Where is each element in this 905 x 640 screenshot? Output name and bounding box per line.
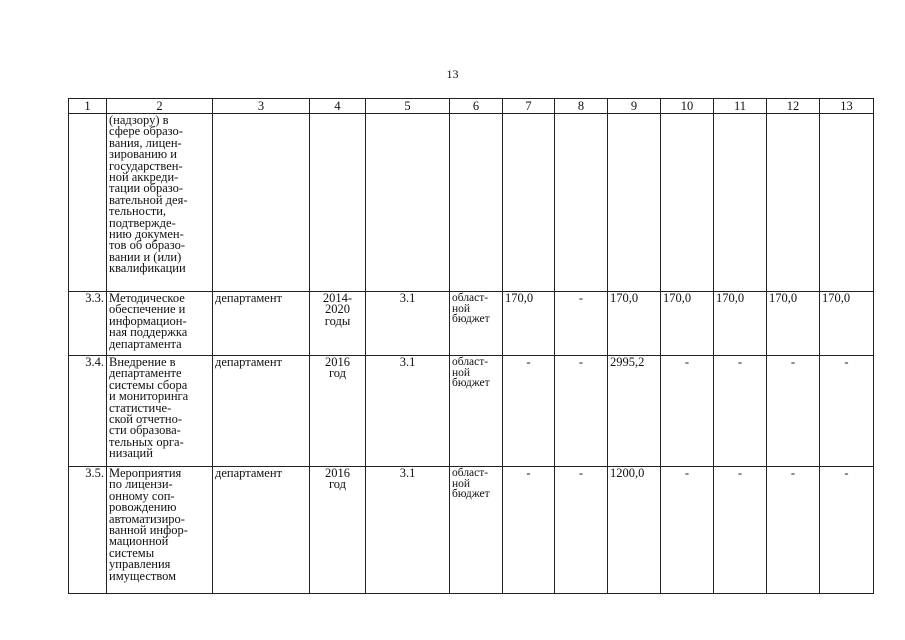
value-col7: - <box>503 467 555 594</box>
value-col7 <box>503 114 555 292</box>
column-number: 4 <box>310 99 366 114</box>
period: 2016 год <box>310 467 366 594</box>
value-col9: 1200,0 <box>608 467 661 594</box>
value-col7: 170,0 <box>503 292 555 356</box>
value-col8: - <box>555 356 608 467</box>
value-col11: - <box>714 356 767 467</box>
period: 2016 год <box>310 356 366 467</box>
column-number: 5 <box>366 99 450 114</box>
activity-name: Внедрение в департаменте системы сбора и мониторинга статистиче- ской отчетно- сти образова- тельных орга- низаций <box>107 356 213 467</box>
value-col13: - <box>820 467 874 594</box>
period <box>310 114 366 292</box>
value-col12: 170,0 <box>767 292 820 356</box>
value-col8: - <box>555 292 608 356</box>
executor: департамент <box>213 467 310 594</box>
column-number-row <box>69 99 874 114</box>
column-number: 1 <box>69 99 107 114</box>
table-row <box>69 467 874 594</box>
value-col7: - <box>503 356 555 467</box>
funding-source: област- ной бюджет <box>450 356 503 467</box>
value-col11: 170,0 <box>714 292 767 356</box>
value-col13 <box>820 114 874 292</box>
value-col11 <box>714 114 767 292</box>
value-col13: - <box>820 356 874 467</box>
table-row <box>69 292 874 356</box>
activity-name: Мероприятия по лицензи- онному соп- ровождению автоматизиро- ванной инфор- мационной системы управления имуществом <box>107 467 213 594</box>
value-col10: - <box>661 467 714 594</box>
value-col10: - <box>661 356 714 467</box>
program-activities-table <box>68 98 874 594</box>
value-col10: 170,0 <box>661 292 714 356</box>
period: 2014- 2020 годы <box>310 292 366 356</box>
value-col12: - <box>767 356 820 467</box>
executor <box>213 114 310 292</box>
column-number: 13 <box>820 99 874 114</box>
code: 3.1 <box>366 356 450 467</box>
column-number: 2 <box>107 99 213 114</box>
funding-source: област- ной бюджет <box>450 467 503 594</box>
value-col8: - <box>555 467 608 594</box>
row-number: 3.4. <box>69 356 107 467</box>
table-row <box>69 114 874 292</box>
activity-name: Методическое обеспечение и информацион- ная поддержка департамента <box>107 292 213 356</box>
column-number: 12 <box>767 99 820 114</box>
value-col11: - <box>714 467 767 594</box>
row-number: 3.3. <box>69 292 107 356</box>
table-row <box>69 356 874 467</box>
funding-source: област- ной бюджет <box>450 292 503 356</box>
column-number: 3 <box>213 99 310 114</box>
row-number: 3.5. <box>69 467 107 594</box>
activity-name: (надзору) в сфере образо- вания, лицен- зированию и государствен- ной аккреди- тации образо- вательной дея- тельности, подтвержде- нию докумен- тов об образо- вании и (или) квалификации <box>107 114 213 292</box>
executor: департамент <box>213 292 310 356</box>
value-col9: 170,0 <box>608 292 661 356</box>
column-number: 7 <box>503 99 555 114</box>
code: 3.1 <box>366 467 450 594</box>
value-col9: 2995,2 <box>608 356 661 467</box>
value-col9 <box>608 114 661 292</box>
page-number: 13 <box>446 67 459 81</box>
column-number: 11 <box>714 99 767 114</box>
column-number: 10 <box>661 99 714 114</box>
column-number: 6 <box>450 99 503 114</box>
code <box>366 114 450 292</box>
row-number <box>69 114 107 292</box>
executor: департамент <box>213 356 310 467</box>
value-col13: 170,0 <box>820 292 874 356</box>
value-col12 <box>767 114 820 292</box>
code: 3.1 <box>366 292 450 356</box>
column-number: 9 <box>608 99 661 114</box>
column-number: 8 <box>555 99 608 114</box>
value-col10 <box>661 114 714 292</box>
value-col12: - <box>767 467 820 594</box>
funding-source <box>450 114 503 292</box>
value-col8 <box>555 114 608 292</box>
